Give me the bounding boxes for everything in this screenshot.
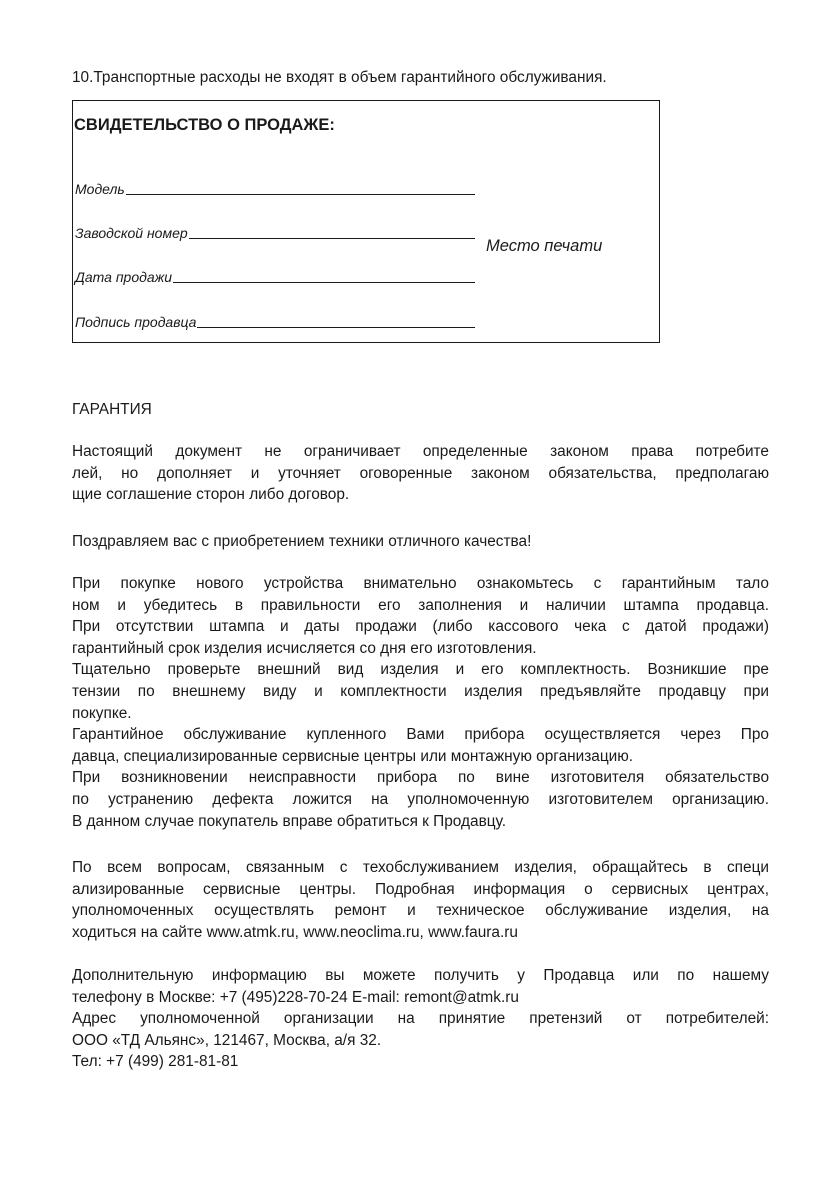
warranty-paragraph-contacts (72, 965, 769, 1073)
text-line: Поздравляем вас с приобретением техники отличного качества! (72, 533, 532, 550)
text-line: телефону в Москве: +7 (495)228-70-24 E-mail: remont@atmk.ru (72, 988, 519, 1006)
text-line: ходиться на сайте www.atmk.ru, www.neoclima.ru, www.faura.ru (72, 923, 518, 941)
text-line: Адрес уполномоченной организации на принятие претензий от потребителей: (72, 1010, 769, 1028)
sale-date-fill-line (173, 282, 475, 283)
warranty-paragraph-congrats (72, 531, 769, 553)
model-label: Модель (75, 181, 125, 197)
model-field (75, 181, 475, 197)
text-line: Тел: +7 (499) 281-81-81 (72, 1053, 239, 1071)
model-fill-line (126, 194, 475, 195)
text-line: лей, но дополняет и уточняет оговоренные законом обязательства, предполагаю (72, 464, 769, 482)
text-line: При отсутствии штампа и даты продажи (либо кассового чека с датой продажи) (72, 618, 769, 636)
text-line: щие соглашение сторон либо договор. (72, 486, 350, 504)
serial-number-fill-line (189, 238, 475, 239)
text-line: ООО «ТД Альянс», 121467, Москва, а/я 32. (72, 1031, 382, 1049)
seller-signature-field (75, 314, 475, 330)
text-line: При покупке нового устройства внимательно ознакомьтесь с гарантийным тало (72, 575, 769, 592)
text-line: Тщательно проверьте внешний вид изделия и его комплектность. Возникшие пре (72, 661, 769, 679)
serial-number-field (75, 225, 475, 241)
seller-signature-label: Подпись продавца (75, 314, 197, 330)
text-line: ализированные сервисные центры. Подробная информация о сервисных центрах, (72, 880, 769, 898)
transport-costs-note: 10.Транспортные расходы не входят в объем гарантийного обслуживания. (72, 69, 607, 86)
warranty-title: ГАРАНТИЯ (72, 401, 152, 418)
stamp-place-label: Место печати (486, 237, 603, 255)
certificate-title: СВИДЕТЕЛЬСТВО О ПРОДАЖЕ: (74, 116, 335, 134)
text-line: Дополнительную информацию вы можете получить у Продавца или по нашему (72, 967, 769, 984)
sale-date-label: Дата продажи (75, 269, 173, 285)
text-line: При возникновении неисправности прибора по вине изготовителя обязательство (72, 769, 769, 787)
text-line: По всем вопросам, связанным с техобслуживанием изделия, обращайтесь в специ (72, 859, 769, 876)
sale-certificate-box (72, 100, 660, 343)
seller-signature-fill-line (197, 327, 475, 328)
text-line: по устранению дефекта ложится на уполномоченную изготовителем организацию. (72, 790, 769, 808)
text-line: Гарантийное обслуживание купленного Вами прибора осуществляется через Про (72, 726, 769, 744)
warranty-paragraph-instructions (72, 573, 769, 832)
text-line: тензии по внешнему виду и комплектности изделия предъявляйте продавцу при (72, 682, 769, 700)
text-line: уполномоченных осуществлять ремонт и техническое обслуживание изделия, на (72, 902, 769, 920)
text-line: ном и убедитесь в правильности его заполнения и наличии штампа продавца. (72, 596, 769, 614)
warranty-paragraph-rights (72, 441, 769, 506)
text-line: давца, специализированные сервисные центры или монтажную организацию. (72, 747, 634, 765)
sale-date-field (75, 269, 475, 285)
warranty-paragraph-service (72, 857, 769, 943)
text-line: гарантийный срок изделия исчисляется со дня его изготовления. (72, 639, 537, 657)
text-line: покупке. (72, 704, 132, 722)
text-line: В данном случае покупатель вправе обратиться к Продавцу. (72, 812, 506, 830)
serial-number-label: Заводской номер (75, 225, 188, 241)
text-line: Настоящий документ не ограничивает определенные законом права потребите (72, 443, 769, 460)
